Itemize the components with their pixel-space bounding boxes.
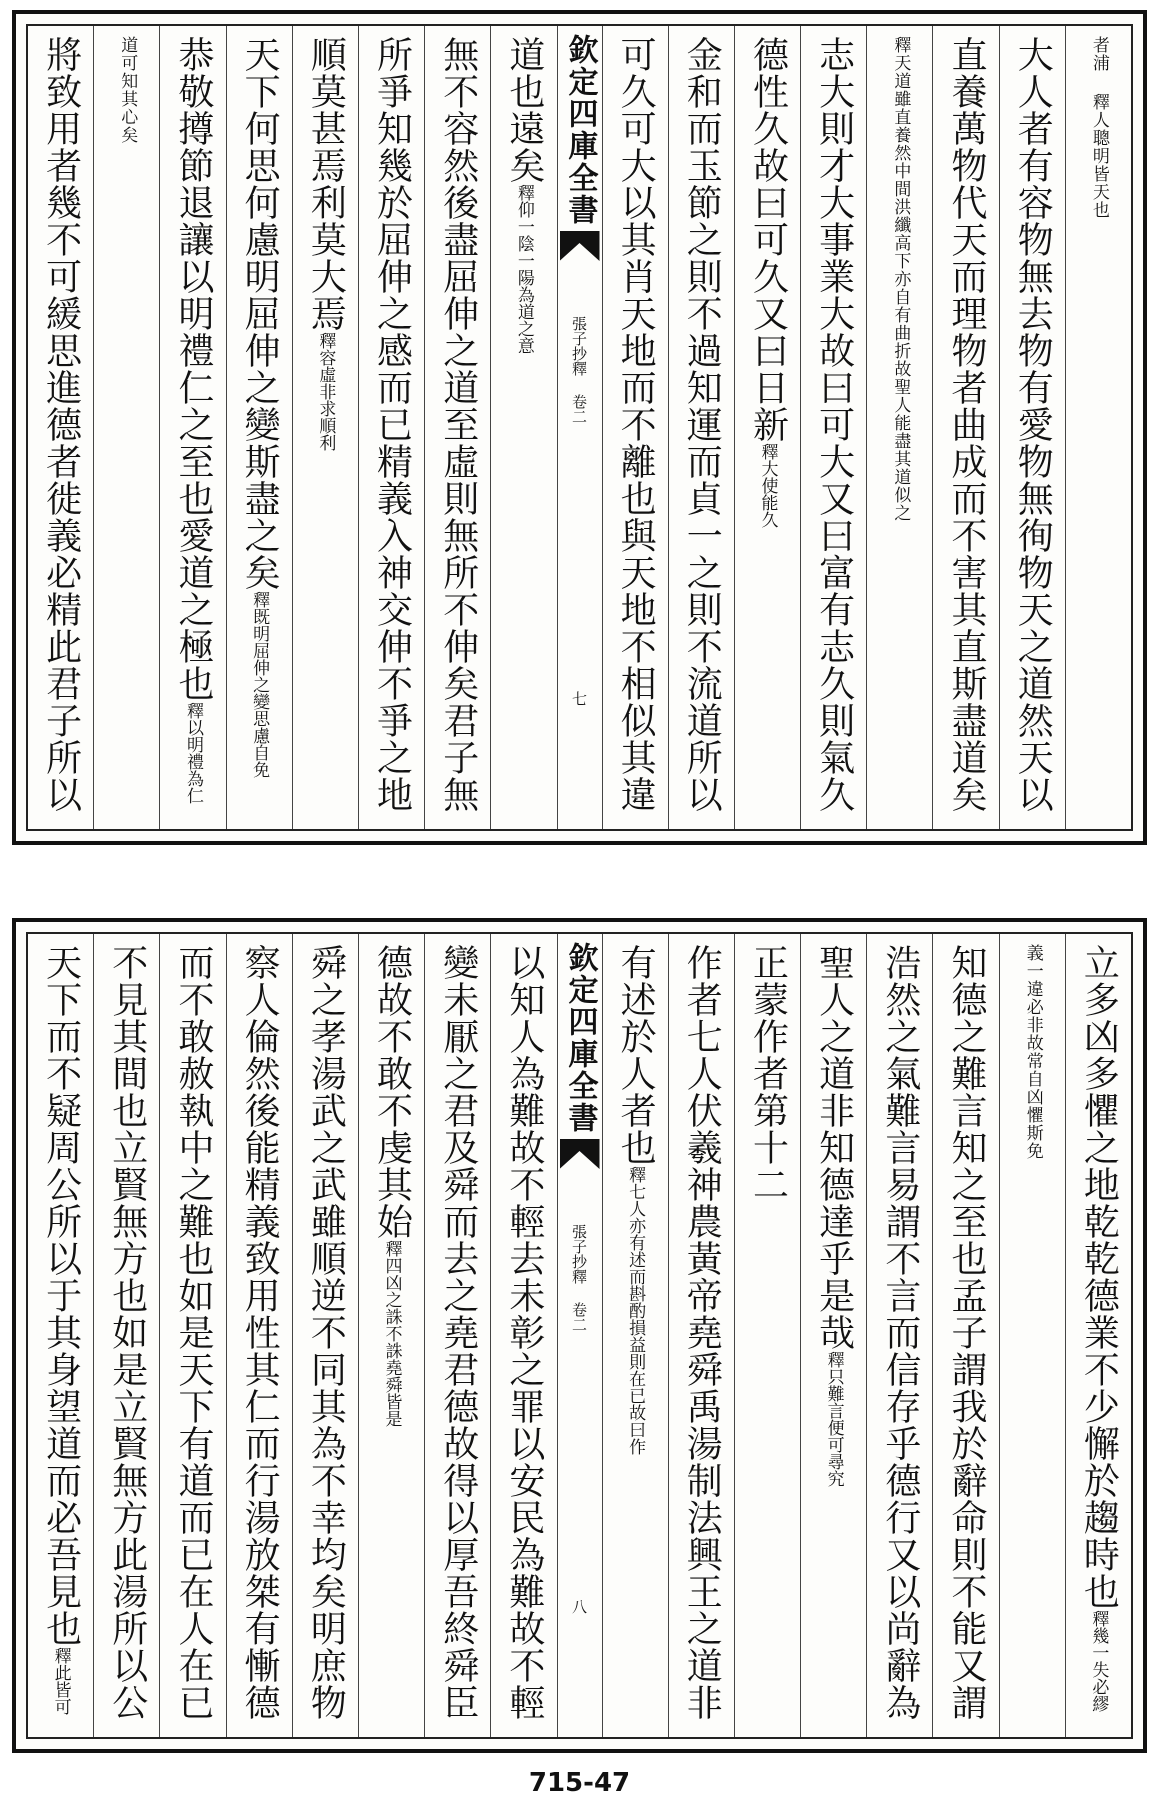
- commentary-note: 道可知其心矣: [117, 36, 138, 144]
- column-text: 知德之難言知之至也孟子謂我於辭命則不能又謂: [946, 944, 988, 1721]
- text-column: [490, 934, 556, 1737]
- collection-title: 欽定四庫全書: [562, 34, 598, 226]
- top-columns: [28, 26, 1131, 829]
- commentary-note: 釋七人亦有述而斟酌損益則在已故曰作: [625, 1166, 646, 1455]
- text-column: [159, 26, 225, 829]
- column-text: 天下何思何慮明屈伸之變斯盡之矣: [239, 36, 281, 591]
- column-text: 有述於人者也: [615, 944, 657, 1166]
- column-text: 將致用者幾不可緩思進德者徙義必精此君子所以: [40, 36, 82, 813]
- column-text: 德故不敢不虔其始: [371, 944, 413, 1240]
- text-column: [28, 26, 93, 829]
- text-column: [734, 934, 800, 1737]
- text-column: [932, 26, 998, 829]
- column-text: 察人倫然後能精義致用性其仁而行湯放桀有慚德: [239, 944, 281, 1721]
- fold-column: [557, 26, 602, 829]
- fold-column: [557, 934, 602, 1737]
- leaf-number: 八: [571, 1598, 588, 1616]
- book-title: 張子抄釋 卷二: [570, 1224, 588, 1332]
- column-text: 大人者有容物無去物有愛物無徇物天之道然天以: [1012, 36, 1054, 813]
- column-text: 聖人之道非知德達乎是哉: [813, 944, 855, 1351]
- column-text: 直養萬物代天而理物者曲成而不害其直斯盡道矣: [946, 36, 988, 813]
- text-column: [602, 26, 668, 829]
- text-column: [999, 26, 1065, 829]
- text-column: [28, 934, 93, 1737]
- text-column: [668, 26, 734, 829]
- text-column: [1065, 26, 1131, 829]
- text-column: [424, 934, 490, 1737]
- column-text: 天下而不疑周公所以于其身望道而必吾見也: [40, 944, 82, 1647]
- commentary-note: 釋幾一失必繆: [1088, 1610, 1109, 1712]
- column-text: 以知人為難故不輕去未彰之罪以安民為難故不輕: [503, 944, 545, 1721]
- column-text: 所爭知幾於屈伸之感而已精義入神交伸不爭之地: [371, 36, 413, 813]
- page-code: 715-47: [528, 1768, 631, 1798]
- collection-title: 欽定四庫全書: [562, 942, 598, 1134]
- commentary-note: 釋只難言便可尋究: [823, 1351, 844, 1487]
- commentary-note: 釋容虛非求順利: [315, 332, 336, 451]
- column-text: 不見其間也立賢無方也如是立賢無方此湯所以公: [106, 944, 148, 1721]
- commentary-note: 者浦 釋人聰明皆天也: [1088, 36, 1109, 219]
- commentary-note: 義一違必非故常自凶懼斯免: [1022, 944, 1043, 1160]
- column-text: 舜之孝湯武之武雖順逆不同其為不幸均矣明庶物: [305, 944, 347, 1721]
- text-column: [226, 934, 292, 1737]
- text-column: [800, 26, 866, 829]
- commentary-note: 釋此皆可: [50, 1647, 71, 1715]
- text-column: [292, 934, 358, 1737]
- column-text: 金和而玉節之則不過知運而貞一之則不流道所以: [681, 36, 723, 813]
- text-column: [668, 934, 734, 1737]
- text-column: [999, 934, 1065, 1737]
- column-text: 順莫甚焉利莫大焉: [305, 36, 347, 332]
- commentary-note: 釋以明禮為仁: [182, 702, 203, 804]
- column-text: 無不容然後盡屈伸之道至虛則無所不伸矣君子無: [437, 36, 479, 813]
- text-column: [93, 26, 159, 829]
- fishtail-ornament: [560, 1139, 600, 1169]
- commentary-note: 釋天道雖直養然中間洪纖高下亦自有曲折故聖人能盡其道似之: [890, 36, 911, 522]
- leaf-number: 七: [571, 690, 588, 708]
- text-column: [226, 26, 292, 829]
- column-text: 而不敢赦執中之難也如是天下有道而已在人在已: [172, 944, 214, 1721]
- column-text: 浩然之氣難言易謂不言而信存乎德行又以尚辭為: [879, 944, 921, 1721]
- top-page: [12, 10, 1147, 845]
- text-column: [932, 934, 998, 1737]
- text-column: [93, 934, 159, 1737]
- top-page-frame: [26, 24, 1133, 831]
- text-column: [800, 934, 866, 1737]
- bottom-page-frame: [26, 932, 1133, 1739]
- column-text: 可久可大以其肖天地而不離也與天地不相似其違: [615, 36, 657, 813]
- column-text: 正蒙作者第十二: [747, 944, 789, 1203]
- column-text: 作者七人伏羲神農黃帝堯舜禹湯制法興王之道非: [681, 944, 723, 1721]
- text-column: [734, 26, 800, 829]
- column-text: 德性久故曰可久又曰日新: [747, 36, 789, 443]
- bottom-columns: [28, 934, 1131, 1737]
- book-title: 張子抄釋 卷二: [570, 316, 588, 424]
- column-text: 恭敬撙節退讓以明禮仁之至也愛道之極也: [172, 36, 214, 702]
- text-column: [358, 26, 424, 829]
- text-column: [490, 26, 556, 829]
- commentary-note: 釋仰一陰一陽為道之意: [513, 184, 534, 354]
- text-column: [424, 26, 490, 829]
- commentary-note: 釋既明屈伸之變思慮自免: [249, 591, 270, 778]
- fishtail-ornament: [560, 231, 600, 261]
- text-column: [866, 26, 932, 829]
- column-text: 立多凶多懼之地乾乾德業不少懈於趨時也: [1078, 944, 1120, 1610]
- text-column: [292, 26, 358, 829]
- text-column: [159, 934, 225, 1737]
- text-column: [866, 934, 932, 1737]
- bottom-page: [12, 918, 1147, 1753]
- column-text: 志大則才大事業大故曰可大又曰富有志久則氣久: [813, 36, 855, 813]
- text-column: [358, 934, 424, 1737]
- text-column: [602, 934, 668, 1737]
- text-column: [1065, 934, 1131, 1737]
- commentary-note: 釋大使能久: [757, 443, 778, 528]
- column-text: 道也遠矣: [503, 36, 545, 184]
- commentary-note: 釋四凶之誅不誅堯舜皆是: [381, 1240, 402, 1427]
- column-text: 變未厭之君及舜而去之堯君德故得以厚吾終舜臣: [437, 944, 479, 1721]
